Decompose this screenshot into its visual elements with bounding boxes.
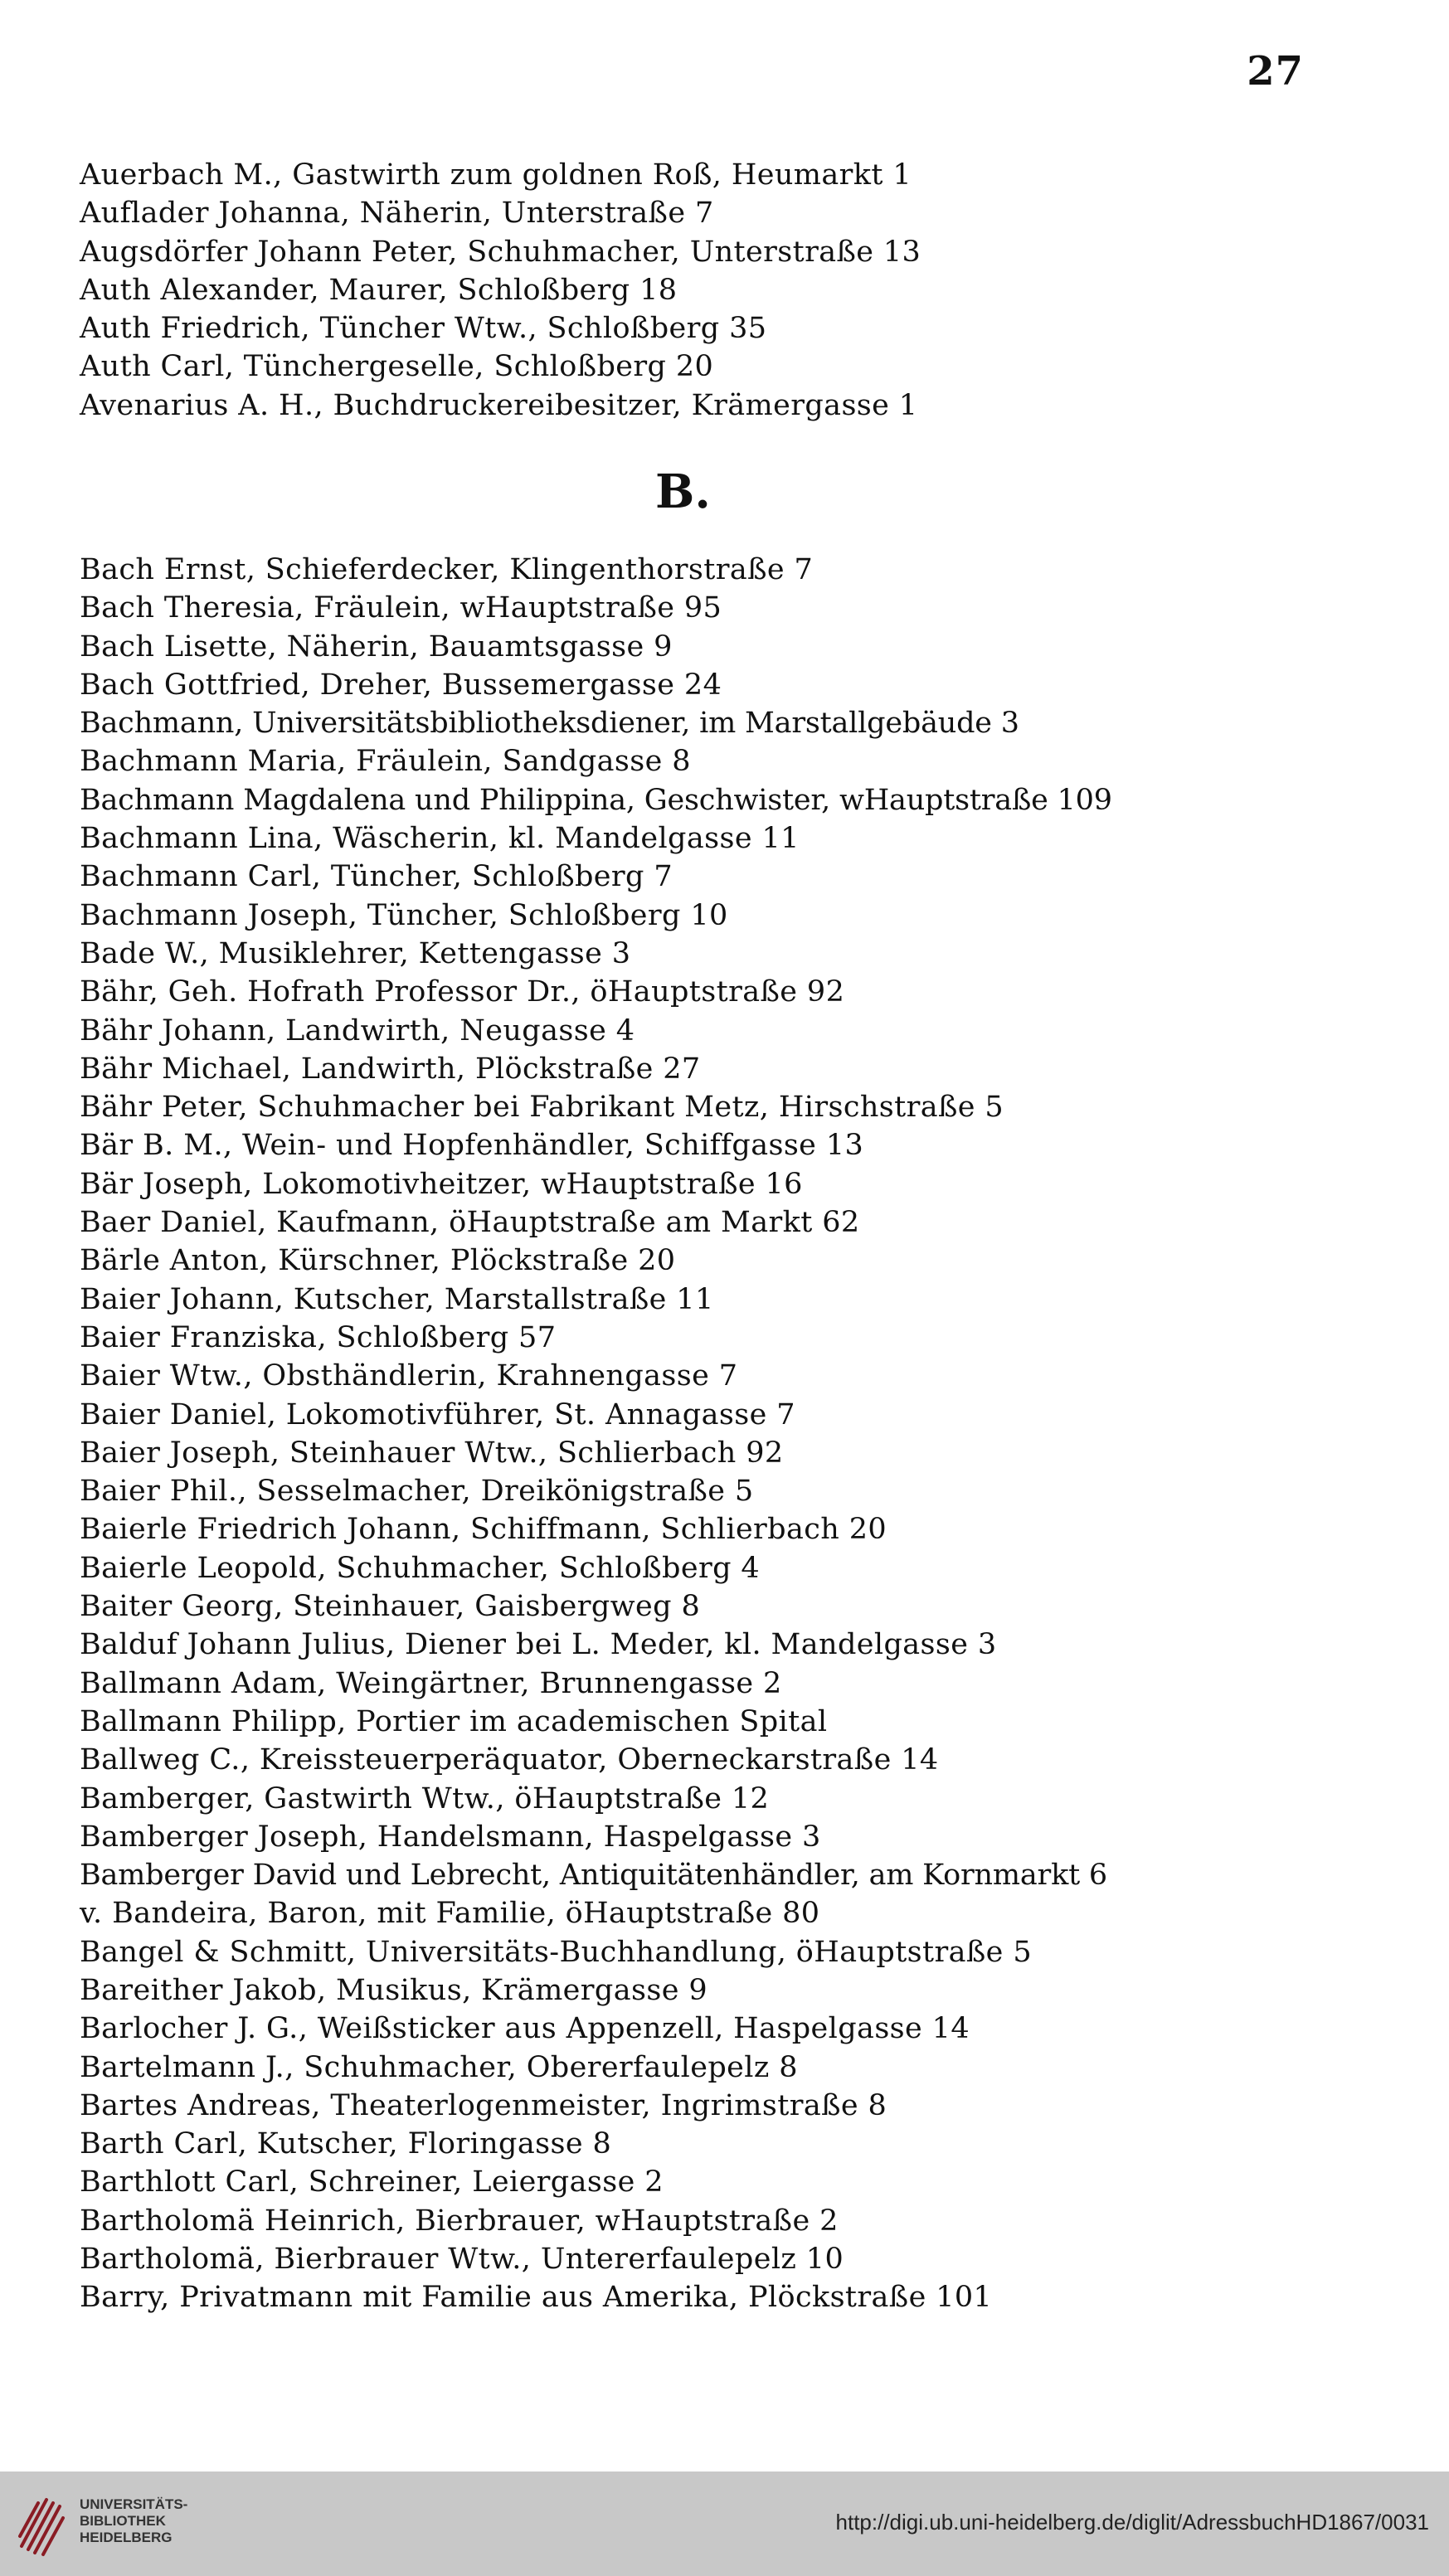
- directory-entry: Bartelmann J., Schuhmacher, Obererfaulepelz 8: [80, 2050, 798, 2084]
- directory-entry: Bartes Andreas, Theaterlogenmeister, Ingrimstraße 8: [80, 2088, 887, 2122]
- directory-entry: Bareither Jakob, Musikus, Krämergasse 9: [80, 1973, 708, 2007]
- directory-entry: Bartholomä Heinrich, Bierbrauer, wHauptstraße 2: [80, 2204, 839, 2238]
- directory-entry: Barlocher J. G., Weißsticker aus Appenzell, Haspelgasse 14: [80, 2012, 970, 2046]
- directory-entry: Bach Lisette, Näherin, Bauamtsgasse 9: [80, 629, 673, 663]
- directory-entry: Bach Ernst, Schieferdecker, Klingenthorstraße 7: [80, 553, 814, 586]
- directory-entry: Bangel & Schmitt, Universitäts-Buchhandlung, öHauptstraße 5: [80, 1935, 1032, 1969]
- directory-entry: Baiter Georg, Steinhauer, Gaisbergweg 8: [80, 1590, 701, 1624]
- directory-entry: Avenarius A. H., Buchdruckereibesitzer, Krämergasse 1: [80, 388, 918, 422]
- footer-bar: [0, 2472, 1449, 2576]
- directory-entry: Bachmann Carl, Tüncher, Schloßberg 7: [80, 860, 673, 894]
- directory-entry: Baierle Friedrich Johann, Schiffmann, Schlierbach 20: [80, 1513, 887, 1547]
- directory-entry: Baier Wtw., Obsthändlerin, Krahnengasse 7: [80, 1359, 738, 1393]
- directory-entry: Auerbach M., Gastwirth zum goldnen Roß, Heumarkt 1: [80, 158, 912, 192]
- directory-entry: Baer Daniel, Kaufmann, öHauptstraße am Markt 62: [80, 1206, 860, 1240]
- directory-entry: Bähr Peter, Schuhmacher bei Fabrikant Metz, Hirschstraße 5: [80, 1091, 1004, 1125]
- directory-entry: v. Bandeira, Baron, mit Familie, öHauptstraße 80: [80, 1897, 820, 1931]
- directory-entry: Auflader Johanna, Näherin, Unterstraße 7: [80, 197, 714, 231]
- directory-entry: Bachmann Lina, Wäscherin, kl. Mandelgasse 11: [80, 822, 800, 856]
- directory-entry: Bade W., Musiklehrer, Kettengasse 3: [80, 936, 631, 970]
- directory-entry: Baier Franziska, Schloßberg 57: [80, 1320, 557, 1354]
- directory-entry: Barry, Privatmann mit Familie aus Amerika, Plöckstraße 101: [80, 2281, 993, 2315]
- directory-entry: Bähr Johann, Landwirth, Neugasse 4: [80, 1013, 635, 1047]
- directory-entry: Bähr, Geh. Hofrath Professor Dr., öHauptstraße 92: [80, 975, 845, 1009]
- directory-entry: Barthlott Carl, Schreiner, Leiergasse 2: [80, 2165, 664, 2199]
- directory-entry: Auth Alexander, Maurer, Schloßberg 18: [80, 273, 678, 307]
- directory-entry: Barth Carl, Kutscher, Floringasse 8: [80, 2127, 612, 2161]
- directory-entry: Bachmann Maria, Fräulein, Sandgasse 8: [80, 745, 691, 779]
- directory-entry: Ballweg C., Kreissteuerperäquator, Oberneckarstraße 14: [80, 1743, 939, 1777]
- logo-line: HEIDELBERG: [80, 2530, 173, 2545]
- entries-a-section: [80, 156, 1407, 425]
- directory-entry: Bär B. M., Wein- und Hopfenhändler, Schiffgasse 13: [80, 1129, 864, 1163]
- directory-entry: Baier Phil., Sesselmacher, Dreikönigstraße 5: [80, 1475, 754, 1509]
- directory-entry: Bamberger, Gastwirth Wtw., öHauptstraße 12: [80, 1781, 770, 1815]
- library-logo-text: [80, 2496, 187, 2546]
- directory-entry: Ballmann Adam, Weingärtner, Brunnengasse 2: [80, 1666, 782, 1700]
- directory-entry: Bähr Michael, Landwirth, Plöckstraße 27: [80, 1052, 701, 1086]
- logo-line: UNIVERSITÄTS-: [80, 2496, 188, 2512]
- directory-entry: Bärle Anton, Kürschner, Plöckstraße 20: [80, 1244, 676, 1278]
- directory-entry: Bachmann Joseph, Tüncher, Schloßberg 10: [80, 898, 728, 932]
- directory-entry: Auth Friedrich, Tüncher Wtw., Schloßberg 35: [80, 312, 767, 346]
- entries-b-section: [80, 551, 1407, 2317]
- logo-line: BIBLIOTHEK: [80, 2513, 166, 2529]
- directory-entry: Bär Joseph, Lokomotivheitzer, wHauptstraße 16: [80, 1167, 803, 1201]
- directory-entry: Baierle Leopold, Schuhmacher, Schloßberg 4: [80, 1551, 761, 1585]
- directory-entry: Bach Theresia, Fräulein, wHauptstraße 95: [80, 591, 722, 625]
- source-url-link[interactable]: http://digi.ub.uni-heidelberg.de/diglit/AdressbuchHD1867/0031: [835, 2510, 1429, 2535]
- university-library-seal-icon: [13, 2488, 71, 2559]
- directory-entry: Auth Carl, Tünchergeselle, Schloßberg 20: [80, 350, 714, 384]
- directory-entry: Bartholomä, Bierbrauer Wtw., Untererfaulepelz 10: [80, 2243, 844, 2277]
- page-number: 27: [1247, 48, 1304, 95]
- directory-entry: Ballmann Philipp, Portier im academischen Spital: [80, 1704, 828, 1738]
- directory-entry: Augsdörfer Johann Peter, Schuhmacher, Unterstraße 13: [80, 235, 921, 269]
- directory-entry: Baier Daniel, Lokomotivführer, St. Annagasse 7: [80, 1397, 795, 1431]
- directory-entry: Bach Gottfried, Dreher, Bussemergasse 24: [80, 668, 722, 702]
- directory-entry: Baier Johann, Kutscher, Marstallstraße 11: [80, 1282, 714, 1316]
- directory-entry: Balduf Johann Julius, Diener bei L. Meder, kl. Mandelgasse 3: [80, 1628, 997, 1662]
- directory-entry: Bamberger David und Lebrecht, Antiquitätenhändler, am Kornmarkt 6: [80, 1859, 1107, 1893]
- directory-entry: Bachmann, Universitätsbibliotheksdiener, im Marstallgebäude 3: [80, 707, 1019, 741]
- directory-entry: Baier Joseph, Steinhauer Wtw., Schlierbach 92: [80, 1436, 784, 1470]
- directory-entry: Bamberger Joseph, Handelsmann, Haspelgasse 3: [80, 1820, 821, 1854]
- section-letter-heading: B.: [655, 464, 711, 519]
- directory-entry: Bachmann Magdalena und Philippina, Geschwister, wHauptstraße 109: [80, 783, 1112, 817]
